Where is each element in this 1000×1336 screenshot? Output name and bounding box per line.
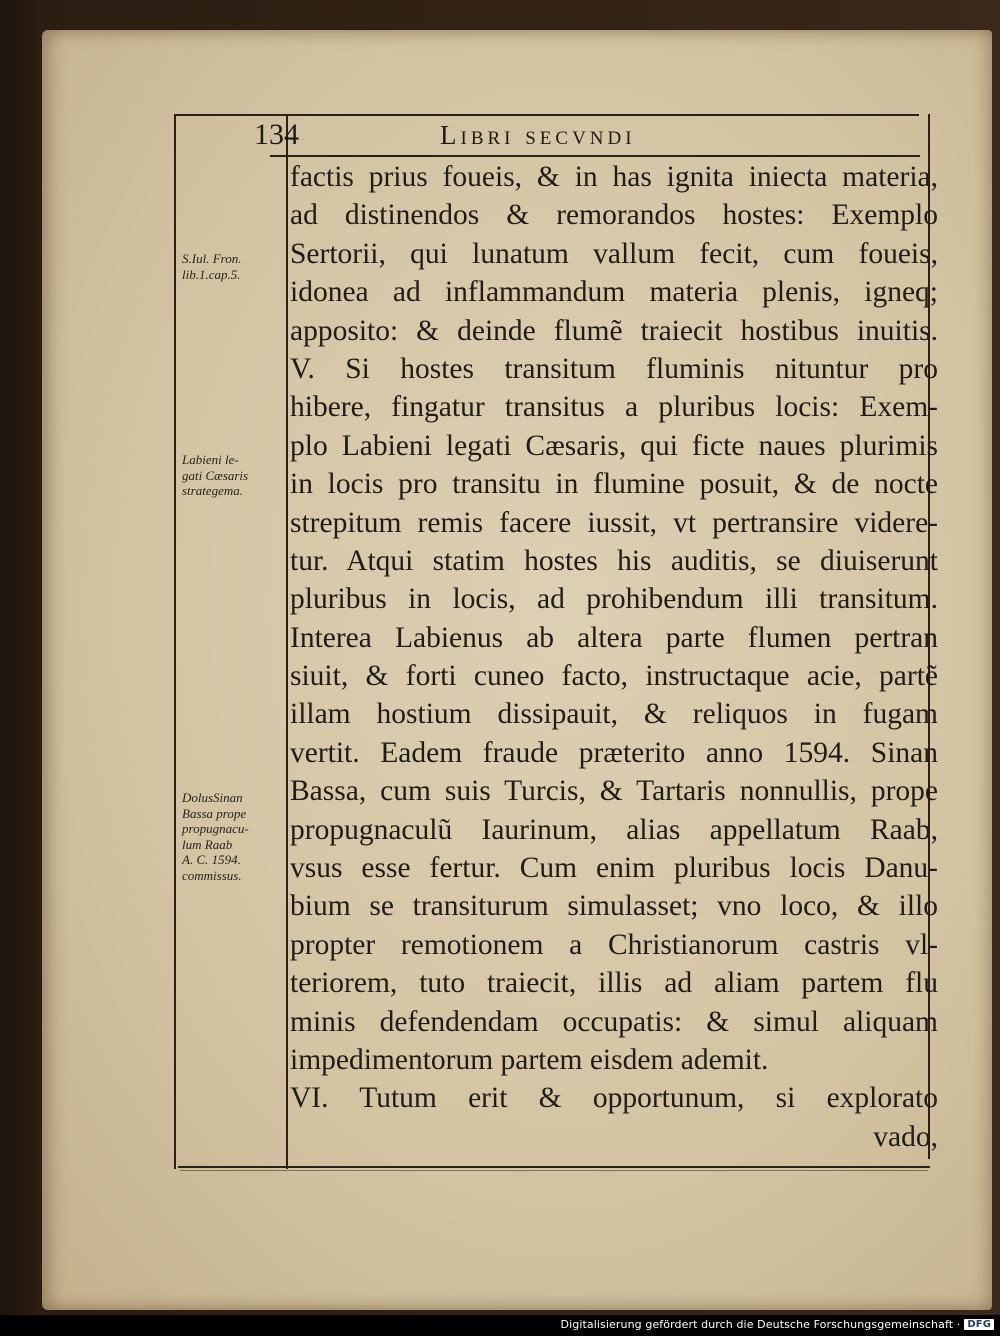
outer-left-rule (174, 114, 176, 1169)
text-line: teriorem, tuto traiecit, illis ad aliam partem flu (290, 967, 938, 1000)
text-line: hibere, fingatur transitus a pluribus locis: Exem- (290, 391, 938, 424)
running-head-title: Libri secvndi (440, 120, 636, 150)
text-line: bium se transiturum simulasset; vno loco, & illo (290, 890, 938, 923)
marginal-note-line: lib.1.cap.5. (182, 266, 241, 282)
marginal-note-line: Bassa prope (182, 805, 247, 821)
text-line: propugnaculũ Iaurinum, alias appellatum Raab, (290, 813, 938, 846)
text-line: vertit. Eadem fraude præterito anno 1594. Sinan (290, 736, 938, 769)
text-line: Bassa, cum suis Turcis, & Tartaris nonnullis, prope (290, 775, 938, 808)
marginal-note-line: gati Cæsaris (182, 467, 249, 483)
text-line: strepitum remis facere iussit, vt pertransire videre- (290, 506, 938, 539)
text-line: factis prius foueis, & in has ignita iniecta materia, (290, 161, 938, 193)
marginal-note-line: A. C. 1594. (182, 852, 241, 868)
text-line: illam hostium dissipauit, & reliquos in fugam (290, 698, 938, 731)
dfg-logo: DFG (964, 1319, 994, 1330)
text-line: impedimentorum partem eisdem ademit. (290, 1043, 769, 1076)
marginal-note-line: propugnacu- (182, 821, 249, 837)
marginal-note-line: strategema. (182, 483, 244, 499)
text-line: tur. Atqui statim hostes his auditis, se diuiserunt (290, 544, 938, 577)
bottom-rule (178, 1166, 930, 1168)
marginal-note-line: commissus. (182, 867, 242, 883)
text-line: siuit, & forti cuneo facto, instructaque acie, partẽ (290, 660, 938, 693)
text-line: Interea Labienus ab altera parte flumen pertran (290, 621, 938, 654)
footer-credit (561, 1318, 994, 1331)
margin-column-rule (286, 114, 288, 1169)
marginal-note-line: DolusSinan (182, 790, 243, 805)
footer-credit-text: Digitalisierung gefördert durch die Deutsche Forschungsgemeinschaft · (560, 1318, 961, 1331)
bottom-rule-shadow (180, 1170, 928, 1171)
text-line: propter remotionem a Christianorum castris vl- (290, 928, 938, 961)
text-line: in locis pro transitu in flumine posuit, & de nocte (290, 468, 938, 501)
body-text (290, 158, 938, 1156)
text-line: VI. Tutum erit & opportunum, si explorato (290, 1082, 938, 1115)
text-line: vsus esse fertur. Cum enim pluribus locis Danu- (290, 852, 938, 885)
marginal-note-sinan (182, 790, 286, 884)
text-line: plo Labieni legati Cæsaris, qui ficte naues plurimis (290, 429, 938, 462)
text-line: pluribus in locis, ad prohibendum illi transitum. (290, 583, 938, 616)
marginal-note-line: lum Raab (182, 836, 233, 852)
marginal-note-line: Labieni le- (182, 452, 239, 467)
text-line: apposito: & deinde flumẽ traiecit hostibus inuitis. (290, 314, 938, 347)
text-line: idonea ad inflammandum materia plenis, igneq; (290, 276, 938, 309)
text-line: ad distinendos & remorandos hostes: Exemplo (290, 199, 938, 232)
text-line: Sertorii, qui lunatum vallum fecit, cum foueis, (290, 237, 938, 270)
marginal-note-labienus (182, 452, 286, 499)
marginal-note-frontinus (182, 251, 286, 282)
text-line: V. Si hostes transitum fluminis nituntur pro (290, 352, 938, 385)
text-line: minis defendendam occupatis: & simul aliquam (290, 1005, 938, 1038)
text-line: vado, (873, 1120, 938, 1153)
running-head (254, 118, 934, 158)
page-number: 134 (254, 118, 299, 151)
marginal-note-line: S.Iul. Fron. (182, 251, 242, 266)
